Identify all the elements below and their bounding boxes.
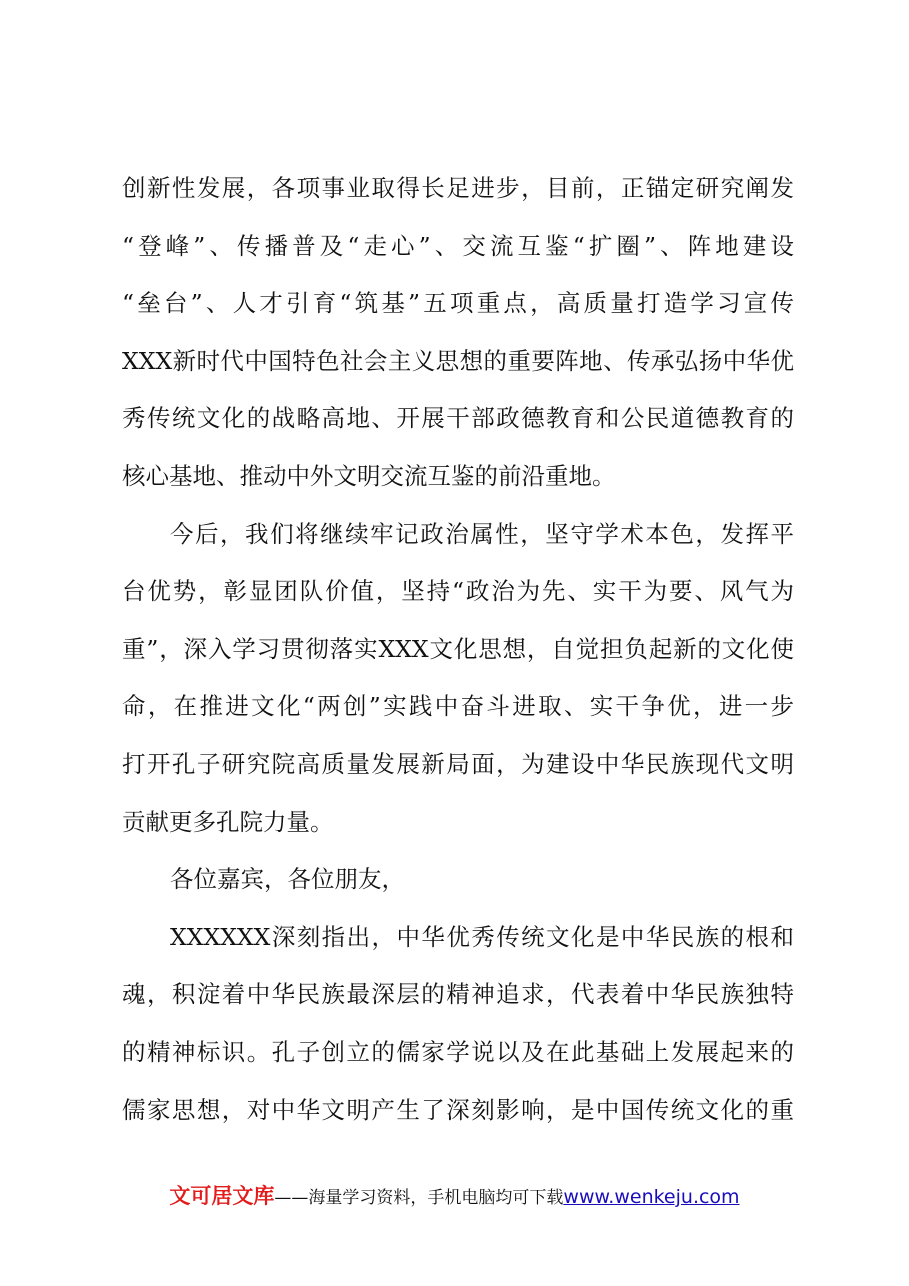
text-line-3: “垒台”、人才引育“筑基”五项重点，高质量打造学习宣传	[122, 289, 794, 318]
footer-brand: 文可居文库	[169, 1184, 275, 1208]
text-line-9: 重”，深入学习贯彻落实XXX文化思想，自觉担负起新的文化使	[122, 634, 794, 663]
footer-link[interactable]: www.wenkeju.com	[563, 1186, 740, 1208]
text-line-16: 的精神标识。孔子创立的儒家学说以及在此基础上发展起来的	[122, 1037, 794, 1066]
text-line-11: 打开孔子研究院高质量发展新局面，为建设中华民族现代文明	[122, 749, 794, 778]
text-line-5: 秀传统文化的战略高地、开展干部政德教育和公民道德教育的	[122, 404, 794, 433]
text-line-4: XXX新时代中国特色社会主义思想的重要阵地、传承弘扬中华优	[122, 346, 794, 375]
text-line-7: 今后，我们将继续牢记政治属性，坚守学术本色，发挥平	[170, 519, 794, 548]
text-line-1: 创新性发展，各项事业取得长足进步，目前，正锚定研究阐发	[122, 174, 794, 202]
footer-tagline: ——海量学习资料，手机电脑均可下载	[274, 1188, 564, 1208]
text-line-8: 台优势，彰显团队价值，坚持“政治为先、实干为要、风气为	[122, 577, 794, 606]
text-line-2: “登峰”、传播普及“走心”、交流互鉴“扩圈”、阵地建设	[122, 231, 794, 260]
text-line-6: 核心基地、推动中外文明交流互鉴的前沿重地。	[122, 461, 616, 490]
text-line-15: 魂，积淀着中华民族最深层的精神追求，代表着中华民族独特	[122, 980, 794, 1009]
text-line-10: 命，在推进文化“两创”实践中奋斗进取、实干争优，进一步	[122, 692, 794, 721]
text-line-14: XXXXXX深刻指出，中华优秀传统文化是中华民族的根和	[170, 922, 794, 951]
text-line-12: 贡献更多孔院力量。	[122, 807, 334, 836]
page-footer	[0, 1180, 909, 1210]
text-line-13: 各位嘉宾，各位朋友，	[170, 865, 405, 894]
text-line-17: 儒家思想，对中华文明产生了深刻影响，是中国传统文化的重	[122, 1095, 794, 1124]
document-body	[122, 160, 794, 1139]
